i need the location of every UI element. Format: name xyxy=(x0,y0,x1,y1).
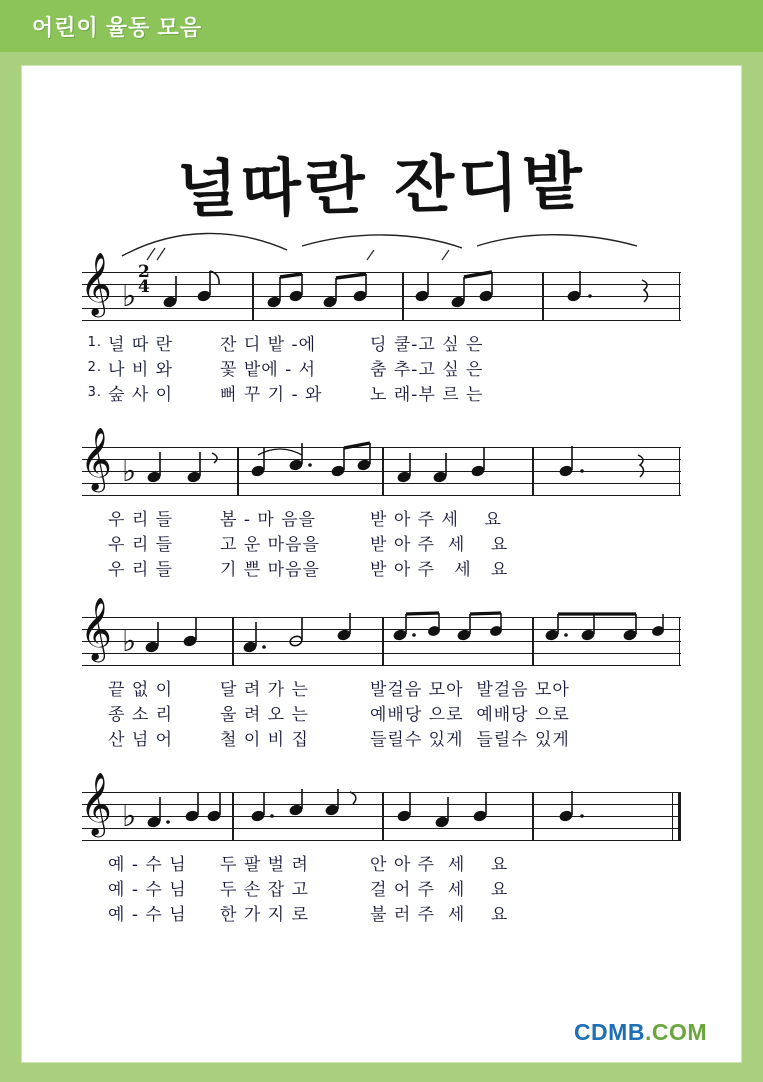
time-signature-top: 2 xyxy=(138,262,150,282)
lyric-segment: 울 려 오 는 xyxy=(220,705,309,725)
lyric-line xyxy=(82,555,681,580)
lyric-line xyxy=(82,900,681,925)
lyric-segment: 우 리 들 xyxy=(108,535,174,555)
lyric-segment: 고 운 마음을 xyxy=(220,535,320,555)
staff-2 xyxy=(80,427,681,499)
staff-1 xyxy=(80,252,681,324)
lyric-segment: 한 가 지 로 xyxy=(220,905,309,925)
lyric-segment: 노 래-부 르 는 xyxy=(370,385,484,405)
lyrics-system-1 xyxy=(82,330,681,405)
lyric-line xyxy=(82,675,681,700)
lyric-line xyxy=(82,875,681,900)
notes-system-4 xyxy=(82,786,681,844)
lyric-segment: 기 쁜 마음을 xyxy=(220,560,320,580)
notes-system-1 xyxy=(82,266,681,324)
header-title: 어린이 율동 모음 xyxy=(32,14,202,40)
lyric-segment: 받 아 주 세 요 xyxy=(370,535,509,555)
treble-clef-icon: 𝄞 xyxy=(80,772,112,835)
lyric-segment: 뻐 꾸 기 - 와 xyxy=(220,385,323,405)
treble-clef-icon: 𝄞 xyxy=(80,427,112,490)
lyric-segment: 나 비 와 xyxy=(108,360,174,380)
music-system-3 xyxy=(22,597,741,750)
verse-number: 1. xyxy=(87,335,102,350)
lyric-segment: 춤 추-고 싶 은 xyxy=(370,360,484,380)
verse-number: 2. xyxy=(87,360,102,375)
lyric-line xyxy=(82,725,681,750)
lyric-segment: 숲 사 이 xyxy=(108,385,174,405)
music-system-1 xyxy=(22,252,741,405)
lyric-segment: 종 소 리 xyxy=(108,705,174,725)
lyric-segment: 안 아 주 세 요 xyxy=(370,855,509,875)
lyric-segment: 봄 - 마 음을 xyxy=(220,510,317,530)
lyric-segment: 받 아 주 세 요 xyxy=(370,510,502,530)
brand-name: CDMB xyxy=(573,1019,645,1045)
app-header xyxy=(0,0,763,52)
lyric-segment: 달 려 가 는 xyxy=(220,680,309,700)
lyric-line xyxy=(82,530,681,555)
verse-number: 3. xyxy=(87,385,102,400)
lyric-segment: 두 손 잡 고 xyxy=(220,880,309,900)
key-signature: ♭ xyxy=(122,454,137,489)
lyric-segment: 산 넘 어 xyxy=(108,730,174,750)
key-signature: ♭ xyxy=(122,624,137,659)
staff-4 xyxy=(80,772,681,844)
site-watermark xyxy=(574,1019,707,1046)
lyric-segment: 끝 없 이 xyxy=(108,680,174,700)
lyric-segment: 들릴수 있게 들릴수 있게 xyxy=(370,730,570,750)
lyric-segment: 예 - 수 님 xyxy=(108,880,187,900)
song-title: 널따란 잔디밭 xyxy=(176,144,587,227)
lyric-segment: 걸 어 주 세 요 xyxy=(370,880,509,900)
lyrics-system-4 xyxy=(82,850,681,925)
lyric-line xyxy=(82,380,681,405)
notes-system-2 xyxy=(82,441,681,499)
treble-clef-icon: 𝄞 xyxy=(80,597,112,660)
lyric-line xyxy=(82,700,681,725)
notes-system-3 xyxy=(82,611,681,669)
brand-domain: .COM xyxy=(644,1019,707,1045)
key-signature: ♭ xyxy=(122,279,137,314)
treble-clef-icon: 𝄞 xyxy=(80,252,112,315)
score-sheet xyxy=(22,66,741,1062)
lyric-line xyxy=(82,850,681,875)
music-system-2 xyxy=(22,427,741,580)
lyric-segment: 딩 쿨-고 싶 은 xyxy=(370,335,484,355)
time-signature-bottom: 4 xyxy=(138,277,150,297)
music-system-4 xyxy=(22,772,741,925)
lyric-segment: 잔 디 밭 -에 xyxy=(220,335,317,355)
lyric-segment: 두 팔 벌 려 xyxy=(220,855,309,875)
lyric-segment: 꽃 밭에 - 서 xyxy=(220,360,317,380)
lyrics-system-2 xyxy=(82,505,681,580)
key-signature: ♭ xyxy=(122,799,137,834)
lyric-line xyxy=(82,355,681,380)
lyric-line xyxy=(82,330,681,355)
lyric-segment: 받 아 주 세 요 xyxy=(370,560,509,580)
lyric-segment: 널 따 란 xyxy=(108,335,174,355)
staff-3 xyxy=(80,597,681,669)
lyric-segment: 발걸음 모아 발걸음 모아 xyxy=(370,680,570,700)
lyric-segment: 예 - 수 님 xyxy=(108,905,187,925)
lyric-segment: 불 러 주 세 요 xyxy=(370,905,509,925)
lyric-segment: 예 - 수 님 xyxy=(108,855,187,875)
lyric-line xyxy=(82,505,681,530)
lyric-segment: 우 리 들 xyxy=(108,510,174,530)
lyric-segment: 예배당 으로 예배당 으로 xyxy=(370,705,570,725)
lyric-segment: 우 리 들 xyxy=(108,560,174,580)
lyric-segment: 철 이 비 집 xyxy=(220,730,309,750)
lyrics-system-3 xyxy=(82,675,681,750)
